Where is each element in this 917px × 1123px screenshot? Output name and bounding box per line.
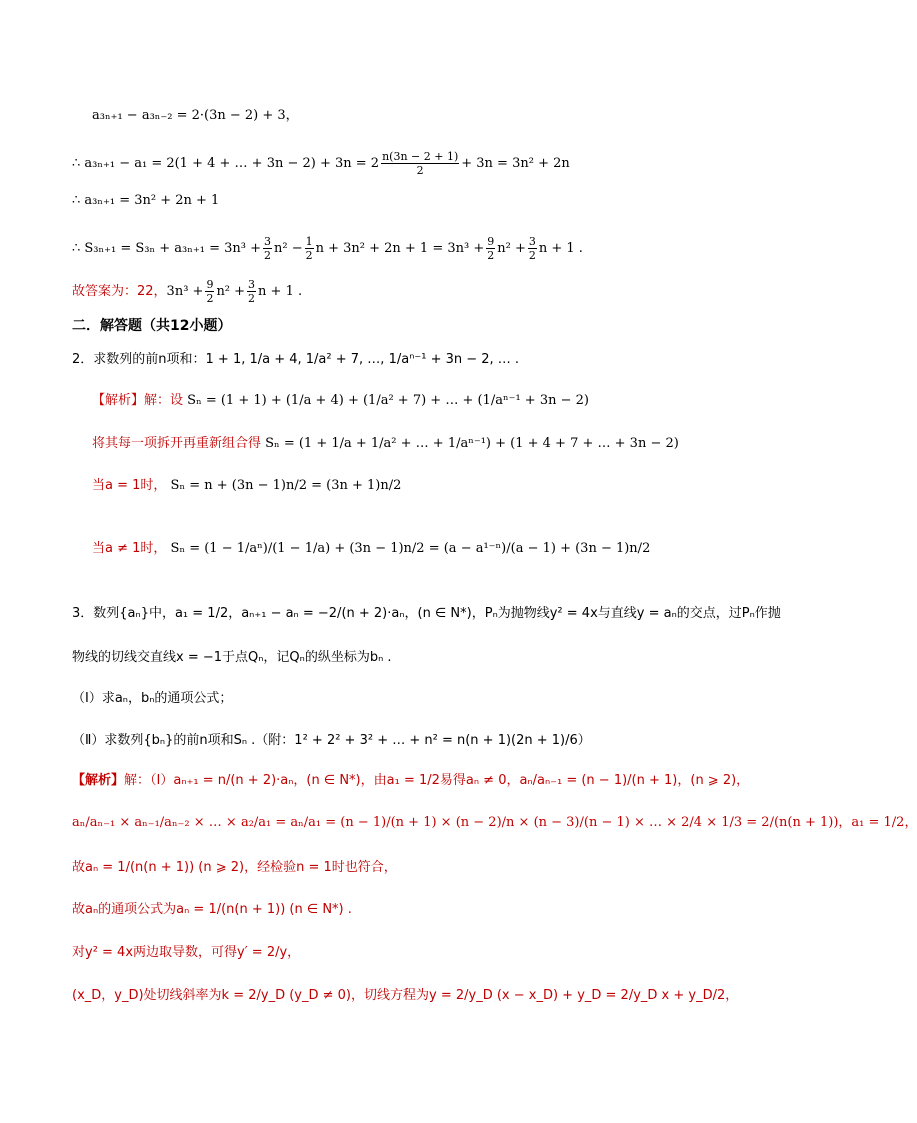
solution-line: 【解析】解：设 Sₙ = (1 + 1) + (1/a + 4) + (1/a² + 7) + … + (1/aⁿ⁻¹ + 3n − 2)	[92, 393, 589, 408]
solution-line: 故aₙ = 1/(n(n + 1)) (n ⩾ 2)，经检验n = 1时也符合，	[72, 860, 397, 875]
solution-line: 当a ≠ 1时， Sₙ = (1 − 1/aⁿ)/(1 − 1/a) + (3n − 1)n/2 = (a − a¹⁻ⁿ)/(a − 1) + (3n − 1)n/2	[92, 541, 651, 556]
solution-line: 故aₙ的通项公式为aₙ = 1/(n(n + 1)) (n ∈ N*) .	[72, 902, 352, 917]
question-3-part-ii: （Ⅱ）求数列{bₙ}的前n项和Sₙ .（附：1² + 2² + 3² + … + n² = n(n + 1)(2n + 1)/6）	[72, 733, 591, 748]
solution-line: aₙ/aₙ₋₁ × aₙ₋₁/aₙ₋₂ × … × a₂/a₁ = aₙ/a₁ = (n − 1)/(n + 1) × (n − 2)/n × (n − 3)/(n − 1) × … × 2/4 × 1/3 = 2/(n(n + 1))，a₁ = 1/2，	[72, 815, 917, 830]
equation-line: ∴ a₃ₙ₊₁ − a₁ = 2(1 + 4 + … + 3n − 2) + 3n = 2 $\frac{n(3n - 2 + 1)}{2}$ + 3n = 3n² + 2n	[72, 150, 570, 177]
equation-line: ∴ a₃ₙ₊₁ = 3n² + 2n + 1	[72, 193, 220, 208]
solution-line: 将其每一项拆开再重新组合得 Sₙ = (1 + 1/a + 1/a² + … + 1/aⁿ⁻¹) + (1 + 4 + 7 + … + 3n − 2)	[92, 436, 679, 451]
equation-line: ∴ S₃ₙ₊₁ = S₃ₙ + a₃ₙ₊₁ = 3n³ + $\frac{3}{2}$ n² − $\frac{1}{2}$ n + 3n² + 2n + 1 = 3n³ + $\frac{9}{2}$ n² + $\frac{3}{2}$ n + 1 .	[72, 235, 583, 262]
question-2: 2．求数列的前n项和：1 + 1, 1/a + 4, 1/a² + 7, …, 1/aⁿ⁻¹ + 3n − 2, … .	[72, 352, 520, 367]
solution-line: 对y² = 4x两边取导数，可得y′ = 2/y，	[72, 945, 301, 960]
question-3-line2: 物线的切线交直线x = −1于点Qₙ，记Qₙ的纵坐标为bₙ .	[72, 650, 392, 665]
section-title: 二．解答题（共12小题）	[72, 318, 232, 334]
solution-line: 【解析】解：（Ⅰ）aₙ₊₁ = n/(n + 2)·aₙ，(n ∈ N*)，由a₁ = 1/2易得aₙ ≠ 0，aₙ/aₙ₋₁ = (n − 1)/(n + 1)，(n ⩾ 2)，	[72, 773, 750, 788]
question-3-part-i: （Ⅰ）求aₙ，bₙ的通项公式；	[72, 691, 233, 706]
equation-line: a₃ₙ₊₁ − a₃ₙ₋₂ = 2·(3n − 2) + 3，	[92, 108, 299, 123]
solution-line: (x_D，y_D)处切线斜率为k = 2/y_D (y_D ≠ 0)，切线方程为y = 2/y_D (x − x_D) + y_D = 2/y_D x + y_D/2，	[72, 988, 739, 1003]
solution-line: 当a = 1时， Sₙ = n + (3n − 1)n/2 = (3n + 1)n/2	[92, 478, 402, 493]
question-3-line1: 3．数列{aₙ}中，a₁ = 1/2，aₙ₊₁ − aₙ = −2/(n + 2)·aₙ，(n ∈ N*)，Pₙ为抛物线y² = 4x与直线y = aₙ的交点，过Pₙ作抛	[72, 606, 781, 621]
answer-line: 故答案为：22，3n³ + $\frac{9}{2}$ n² + $\frac{3}{2}$ n + 1 .	[72, 278, 303, 305]
